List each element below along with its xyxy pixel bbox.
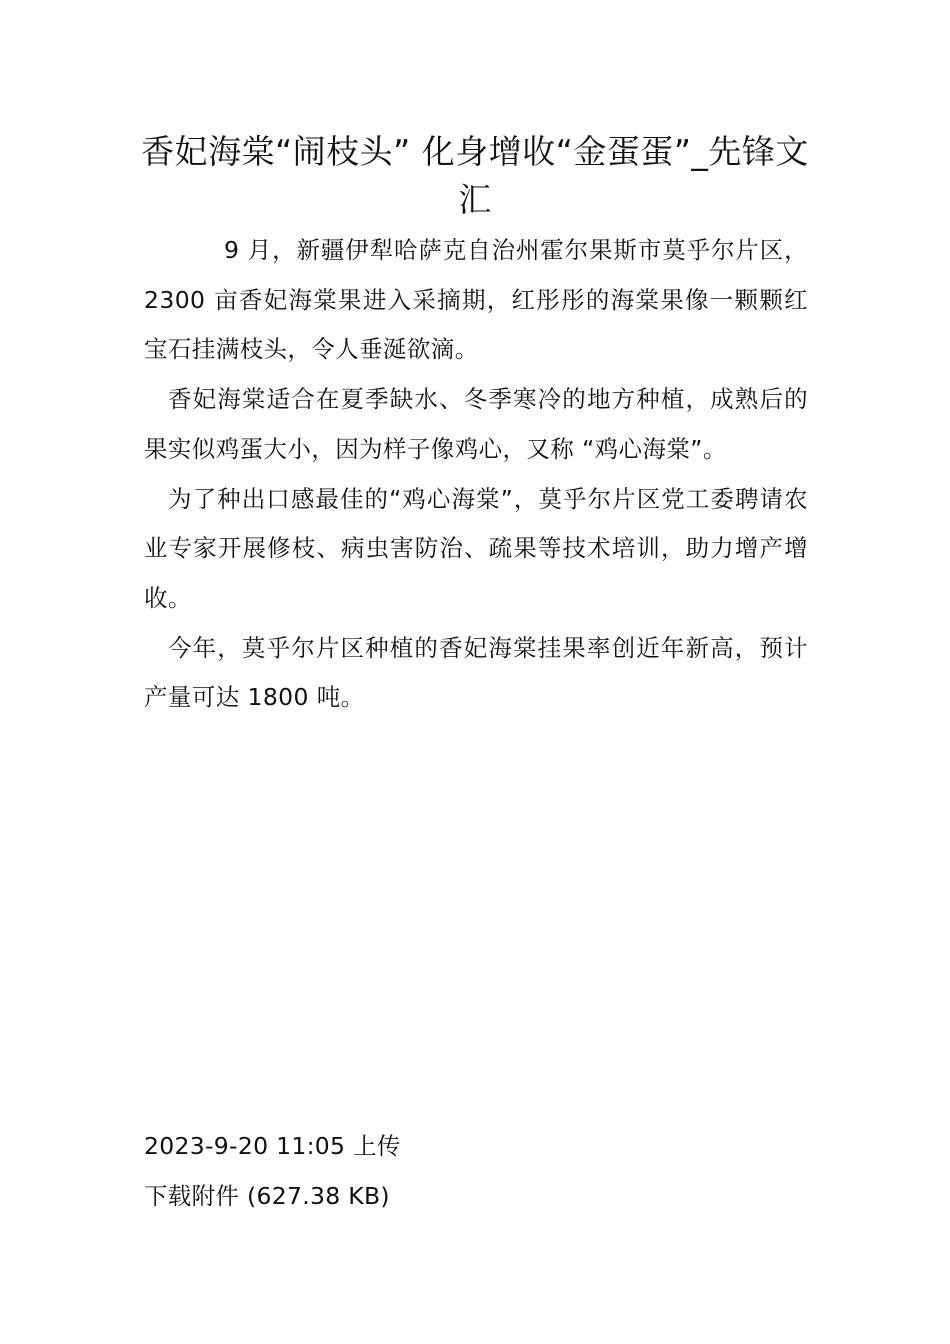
upload-timestamp: 2023-9-20 11:05 上传 bbox=[144, 1132, 401, 1160]
article-body bbox=[144, 226, 808, 723]
article-paragraph-1: 9 月，新疆伊犁哈萨克自治州霍尔果斯市莫乎尔片区，2300 亩香妃海棠果进入采摘期，红彤彤的海棠果像一颗颗红宝石挂满枝头，令人垂涎欲滴。 bbox=[144, 236, 808, 364]
download-line bbox=[144, 1172, 808, 1222]
article-paragraph-2: 香妃海棠适合在夏季缺水、冬季寒冷的地方种植，成熟后的果实似鸡蛋大小，因为样子像鸡心，又称 “鸡心海棠”。 bbox=[144, 385, 808, 463]
download-attachment-link[interactable]: 下载附件 (627.38 KB) bbox=[144, 1181, 390, 1210]
attachment-info bbox=[144, 1122, 808, 1221]
article-title: 香妃海棠“闹枝头” 化身增收“金蛋蛋”_先锋文汇 bbox=[141, 132, 809, 219]
article-paragraph-3: 为了种出口感最佳的“鸡心海棠”，莫乎尔片区党工委聘请农业专家开展修枝、病虫害防治、疏果等技术培训，助力增产增收。 bbox=[144, 484, 808, 612]
article-paragraph-4: 今年，莫乎尔片区种植的香妃海棠挂果率创近年新高，预计产量可达 1800 吨。 bbox=[144, 633, 808, 712]
